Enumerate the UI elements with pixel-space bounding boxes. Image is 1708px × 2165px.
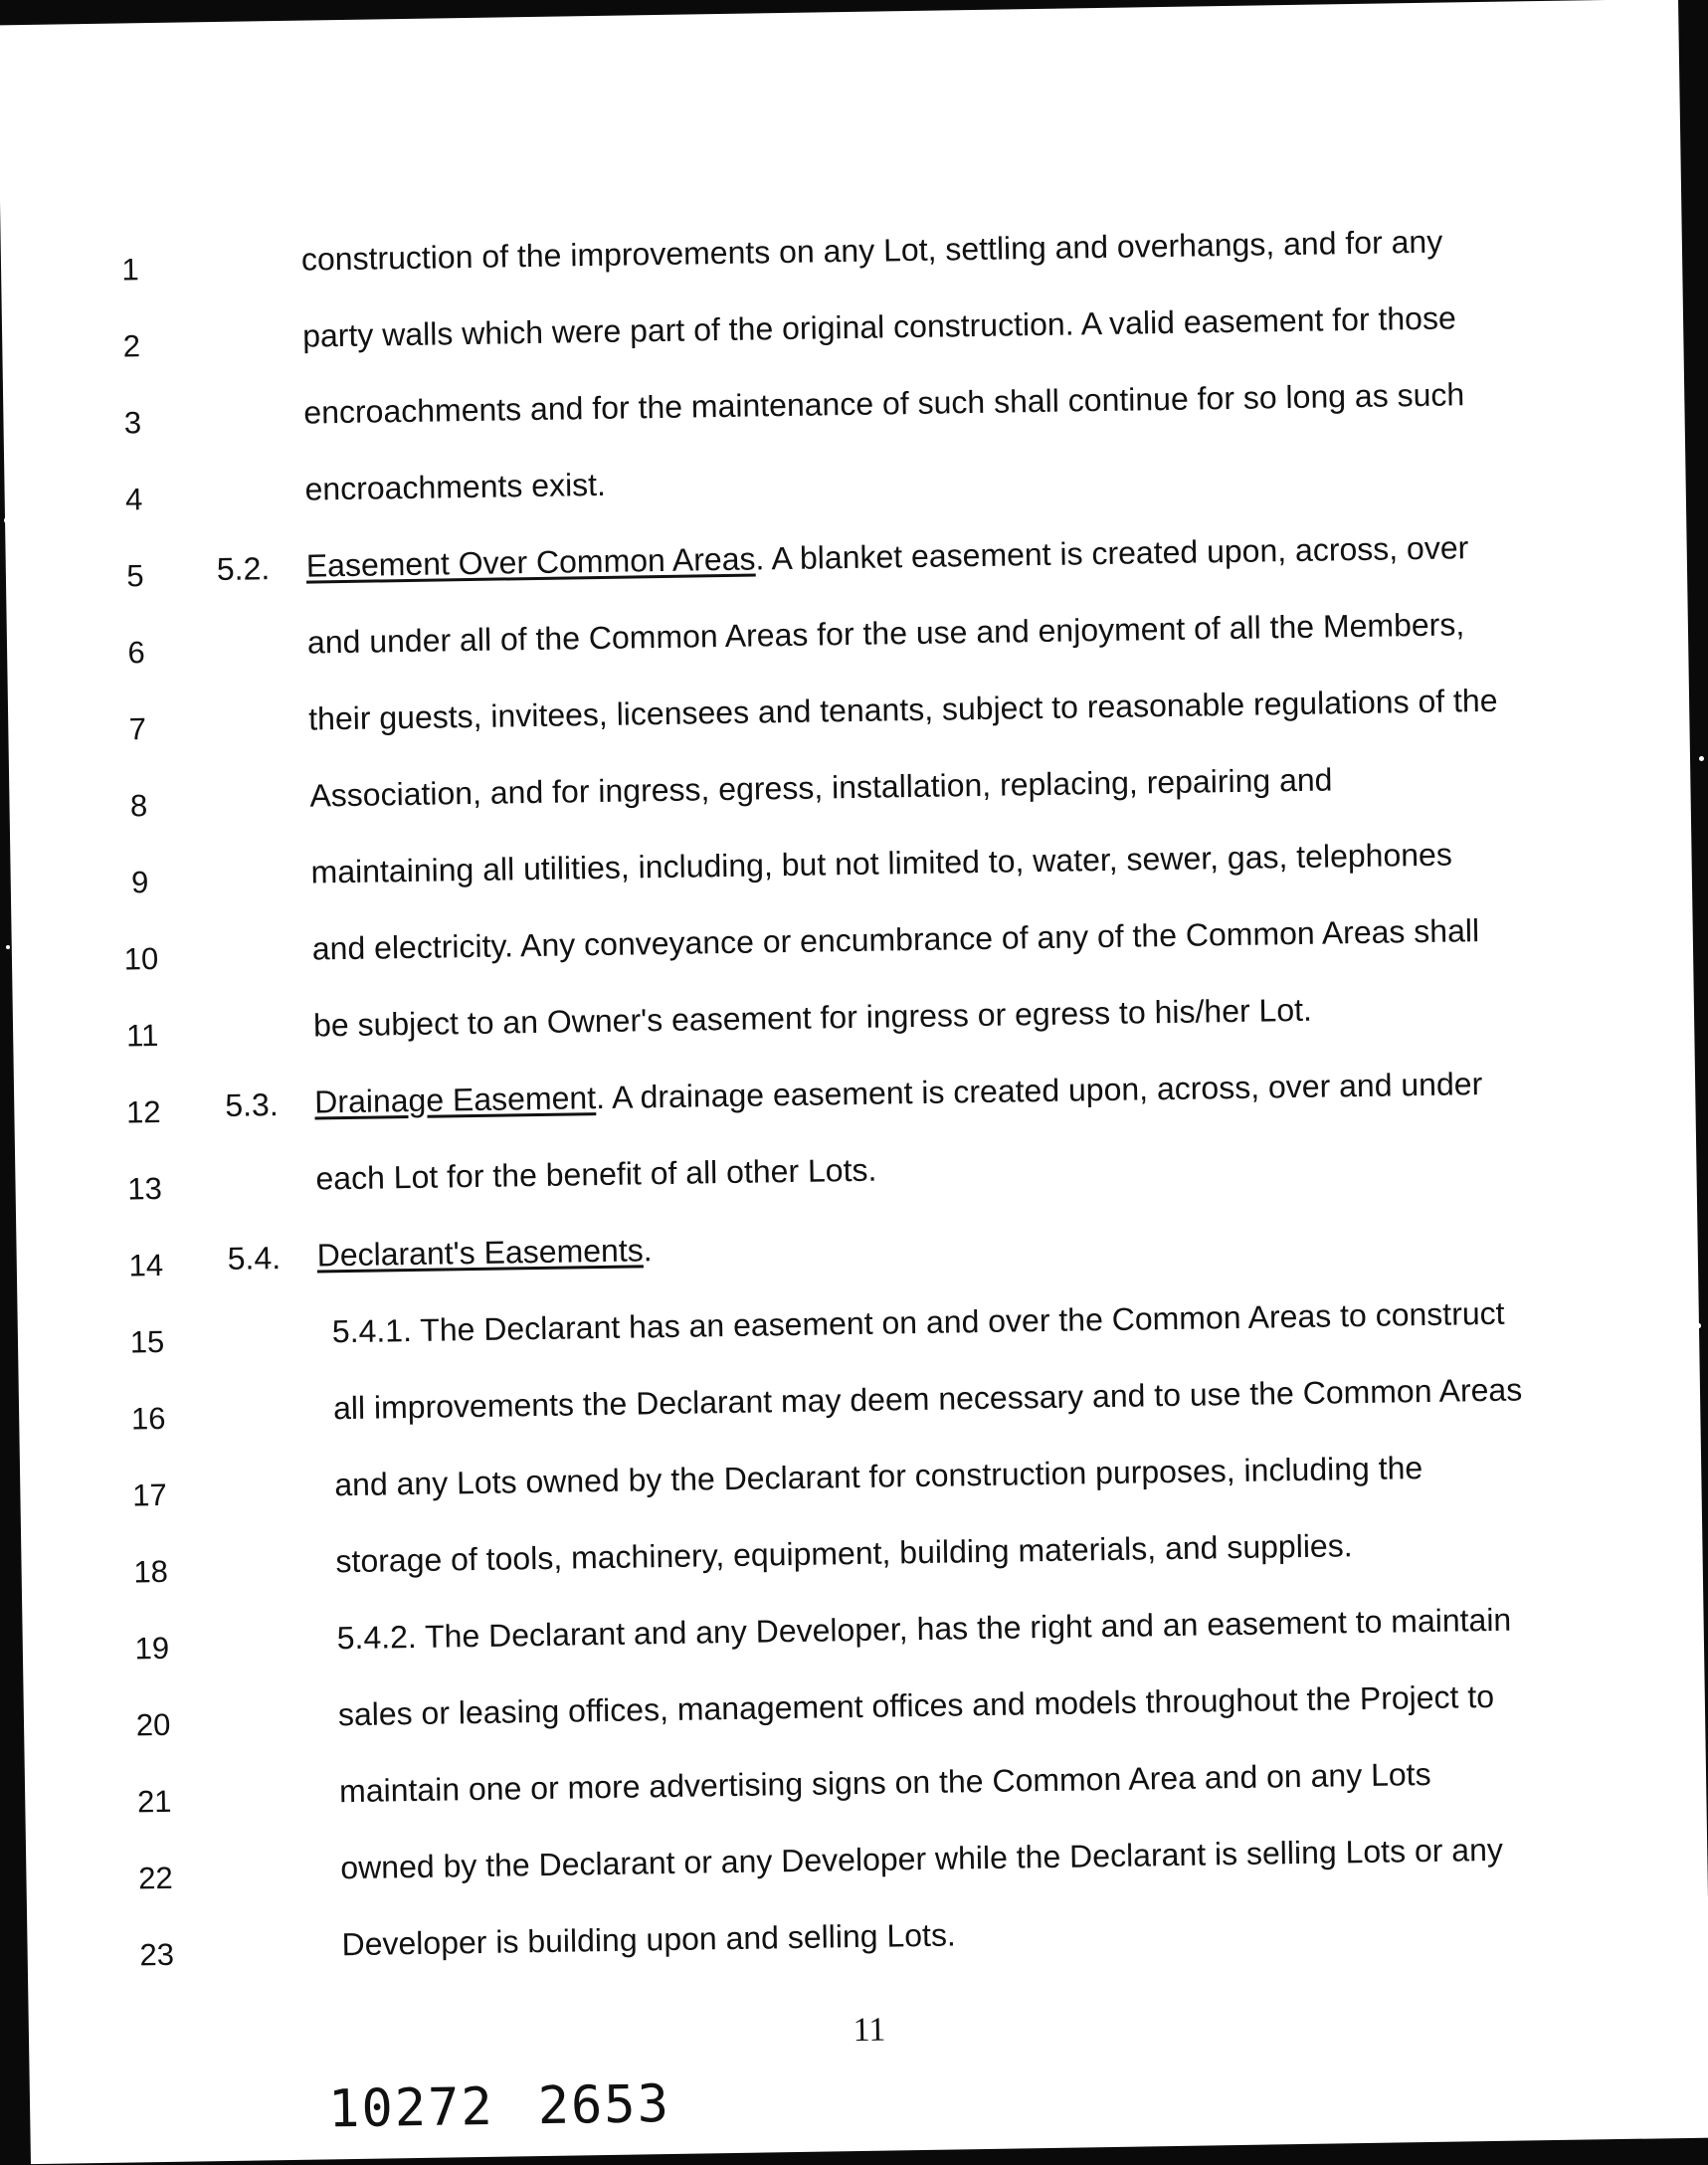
section-number: 5.2. xyxy=(216,550,271,588)
line-2 xyxy=(2,295,1684,381)
line-8 xyxy=(9,754,1691,841)
line-text xyxy=(305,527,1499,586)
line-18 xyxy=(21,1520,1703,1607)
line-text: and any Lots owned by the Declarant for construction purposes, including the xyxy=(334,1450,1423,1503)
line-number: 13 xyxy=(127,1170,163,1207)
line-number: 12 xyxy=(125,1093,161,1130)
line-text: encroachments and for the maintenance of such shall continue for so long as such xyxy=(303,376,1465,431)
line-text: maintain one or more advertising signs on the Common Area and on any Lots xyxy=(338,1755,1431,1810)
line-text: and under all of the Common Areas for the use and enjoyment of all the Members, xyxy=(306,606,1465,661)
section-number: 5.3. xyxy=(225,1086,279,1123)
scan-speck xyxy=(1699,756,1704,761)
line-text: their guests, invitees, licensees and tenants, subject to reasonable regulations of the xyxy=(307,682,1498,737)
line-number: 17 xyxy=(131,1476,167,1513)
line-14 xyxy=(16,1214,1698,1300)
section-heading: Declarant's Easements xyxy=(316,1232,644,1274)
line-7 xyxy=(8,678,1690,764)
line-text: owned by the Declarant or any Developer while the Declarant is selling Lots or any xyxy=(340,1831,1504,1886)
scan-speck xyxy=(4,517,9,523)
line-number: 18 xyxy=(133,1553,169,1590)
line-number: 20 xyxy=(135,1706,171,1743)
line-22 xyxy=(26,1827,1708,1913)
line-number: 10 xyxy=(123,940,159,977)
line-number: 21 xyxy=(136,1783,172,1820)
line-number: 14 xyxy=(128,1247,164,1283)
section-heading: Drainage Easement xyxy=(313,1080,597,1120)
section-text: . xyxy=(643,1232,653,1269)
stamp-book-number: 10272 xyxy=(327,2076,495,2140)
line-number: 16 xyxy=(130,1400,166,1437)
line-text xyxy=(316,1217,1510,1276)
line-number: 23 xyxy=(139,1936,175,1973)
line-number: 19 xyxy=(134,1630,170,1667)
line-3 xyxy=(3,371,1685,458)
line-text: maintaining all utilities, including, but not limited to, water, sewer, gas, telephones xyxy=(310,836,1453,890)
line-20 xyxy=(24,1673,1706,1760)
line-23 xyxy=(27,1903,1708,1990)
line-text: Association, and for ingress, egress, installation, replacing, repairing and xyxy=(309,761,1333,814)
line-number: 3 xyxy=(123,405,142,441)
line-number: 6 xyxy=(127,635,146,671)
line-text: construction of the improvements on any Lot, settling and overhangs, and for any xyxy=(300,223,1443,278)
line-number: 4 xyxy=(124,482,143,517)
line-1 xyxy=(1,218,1683,304)
line-11 xyxy=(13,984,1695,1071)
scan-speck xyxy=(1691,2079,1697,2085)
line-12 xyxy=(14,1061,1696,1147)
section-text: . A blanket easement is created upon, across, over xyxy=(755,529,1469,577)
line-16 xyxy=(19,1367,1701,1454)
line-number: 5 xyxy=(126,558,144,594)
line-number: 1 xyxy=(121,252,139,288)
line-text: party walls which were part of the original construction. A valid easement for those xyxy=(301,299,1457,354)
recording-stamp xyxy=(328,2073,715,2139)
line-text: 5.4.2. The Declarant and any Developer, has the right and an easement to maintain xyxy=(336,1601,1512,1657)
line-6 xyxy=(7,601,1689,688)
page-number: 11 xyxy=(853,2011,886,2050)
line-4 xyxy=(4,448,1686,534)
line-text: all improvements the Declarant may deem necessary and to use the Common Areas xyxy=(332,1371,1523,1427)
line-13 xyxy=(15,1137,1697,1224)
line-number: 2 xyxy=(122,328,141,364)
line-number: 9 xyxy=(130,865,149,900)
line-number: 8 xyxy=(129,788,148,824)
stamp-page-number: 2653 xyxy=(537,2074,671,2137)
line-text: storage of tools, machinery, equipment, building materials, and supplies. xyxy=(335,1527,1353,1580)
line-text: sales or leasing offices, management offices and models throughout the Project to xyxy=(337,1677,1495,1733)
line-number: 7 xyxy=(128,711,147,747)
section-heading: Easement Over Common Areas xyxy=(305,540,756,584)
line-number: 15 xyxy=(129,1323,165,1360)
line-text: Developer is building upon and selling Lots. xyxy=(341,1916,957,1963)
line-text: be subject to an Owner's easement for ingress or egress to his/her Lot. xyxy=(312,991,1313,1044)
line-number: 22 xyxy=(137,1860,173,1896)
line-text: 5.4.1. The Declarant has an easement on and over the Common Areas to construct xyxy=(331,1294,1505,1350)
section-number: 5.4. xyxy=(227,1240,282,1277)
line-9 xyxy=(10,831,1692,917)
line-5 xyxy=(6,524,1688,611)
scan-speck xyxy=(1697,1323,1701,1328)
section-text: . A drainage easement is created upon, across, over and under xyxy=(595,1066,1483,1116)
line-17 xyxy=(20,1444,1702,1530)
line-text: encroachments exist. xyxy=(304,466,607,507)
line-text: and electricity. Any conveyance or encumbrance of any of the Common Areas shall xyxy=(311,912,1480,967)
line-text xyxy=(314,1064,1508,1122)
line-number: 11 xyxy=(125,1017,159,1054)
scan-speck xyxy=(6,945,10,949)
line-text: each Lot for the benefit of all other Lots. xyxy=(315,1151,877,1197)
line-21 xyxy=(25,1750,1707,1837)
line-15 xyxy=(18,1290,1700,1377)
line-10 xyxy=(12,907,1694,994)
line-19 xyxy=(22,1597,1704,1683)
